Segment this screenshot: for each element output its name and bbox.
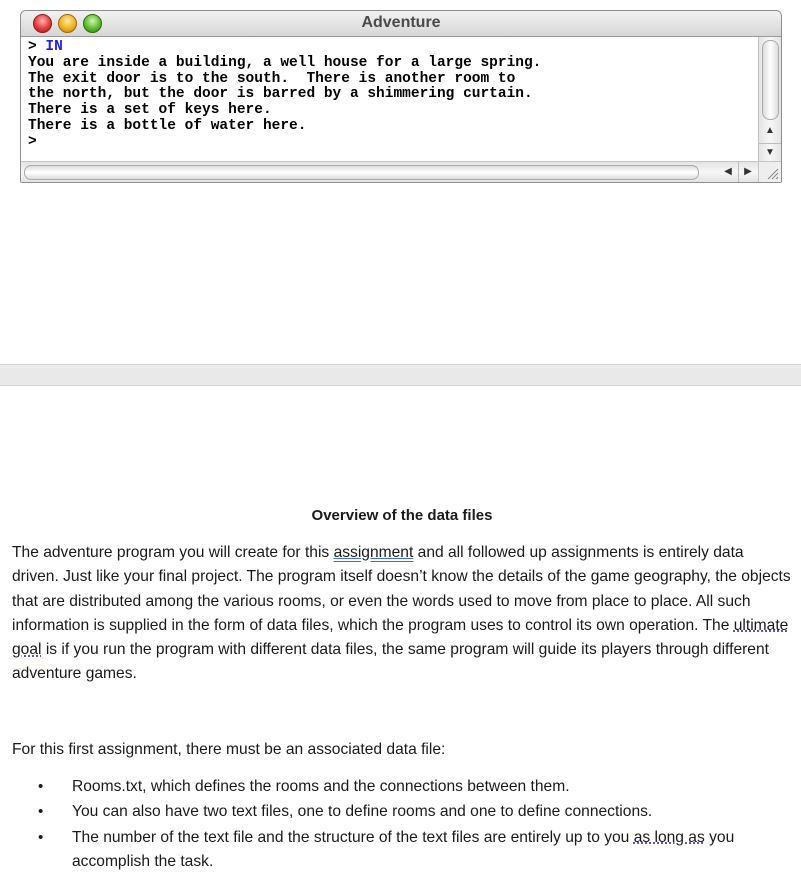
output-line: the north, but the door is barred by a shimmering curtain. [28,86,533,103]
bullet-icon: • [38,778,44,796]
window-titlebar[interactable] [21,11,781,37]
output-line: There is a set of keys here. [28,102,272,119]
user-command: IN [45,39,63,55]
command-line [28,40,759,56]
prompt-symbol: > [28,39,37,55]
list-item-text: you accomplish the task. [72,828,735,870]
output-line: The exit door is to the south. There is another room to [28,70,516,87]
overview-paragraph [12,541,792,687]
bullet-icon: • [38,803,44,821]
list-item-text: The number of the text file and the structure of the text files are entirely up to you [72,828,634,846]
scroll-up-arrow-icon[interactable]: ▲ [765,125,775,136]
bullet-icon: • [38,828,44,846]
vertical-scroll-thumb[interactable] [762,40,779,120]
document-body [12,505,792,875]
section-heading: Overview of the data files [311,507,493,524]
scroll-right-arrow-icon[interactable]: ▶ [738,162,757,182]
grammar-flag-phrase[interactable]: as long as [633,828,705,846]
adventure-window [20,10,782,183]
input-prompt[interactable]: > [28,133,37,150]
list-item-text: You can also have two text files, one to define rooms and one to define connections. [72,803,653,821]
resize-grip-icon[interactable] [758,161,781,182]
list-item [12,775,792,799]
requirements-intro: For this first assignment, there must be an associated data file: [12,740,446,758]
scroll-down-arrow-icon[interactable]: ▼ [759,143,781,162]
spellcheck-word[interactable]: assignment [333,544,414,561]
scroll-left-arrow-icon[interactable]: ◀ [724,166,732,177]
console-output[interactable] [21,37,759,162]
output-line: There is a bottle of water here. [28,117,307,134]
horizontal-scroll-thumb[interactable] [24,165,699,180]
paragraph-text: is if you run the program with different data files, the same program will guide its players through different adventure games. [12,641,769,683]
vertical-scrollbar[interactable] [758,37,781,162]
grammar-flag-phrase[interactable]: ultimate goal [12,616,789,659]
paragraph-text: and all followed up assignments is entirely data driven. Just like your final project. The program itself doesn’t know the details of the game geography, the objects that are distributed among the various rooms, or even the words used to move from place to place. All such information is supplied in the form of data files, which the program uses to control its own operation. The [12,544,791,634]
output-line: You are inside a building, a well house for a large spring. [28,54,542,71]
page-separator [0,364,801,386]
paragraph-text: The adventure program you will create for this [12,544,334,561]
list-item-text: Rooms.txt, which defines the rooms and the connections between them. [72,778,570,796]
requirements-list [12,775,792,874]
horizontal-scrollbar[interactable] [21,161,759,182]
list-item [12,826,792,875]
window-title: Adventure [361,14,441,31]
list-item [12,800,792,824]
